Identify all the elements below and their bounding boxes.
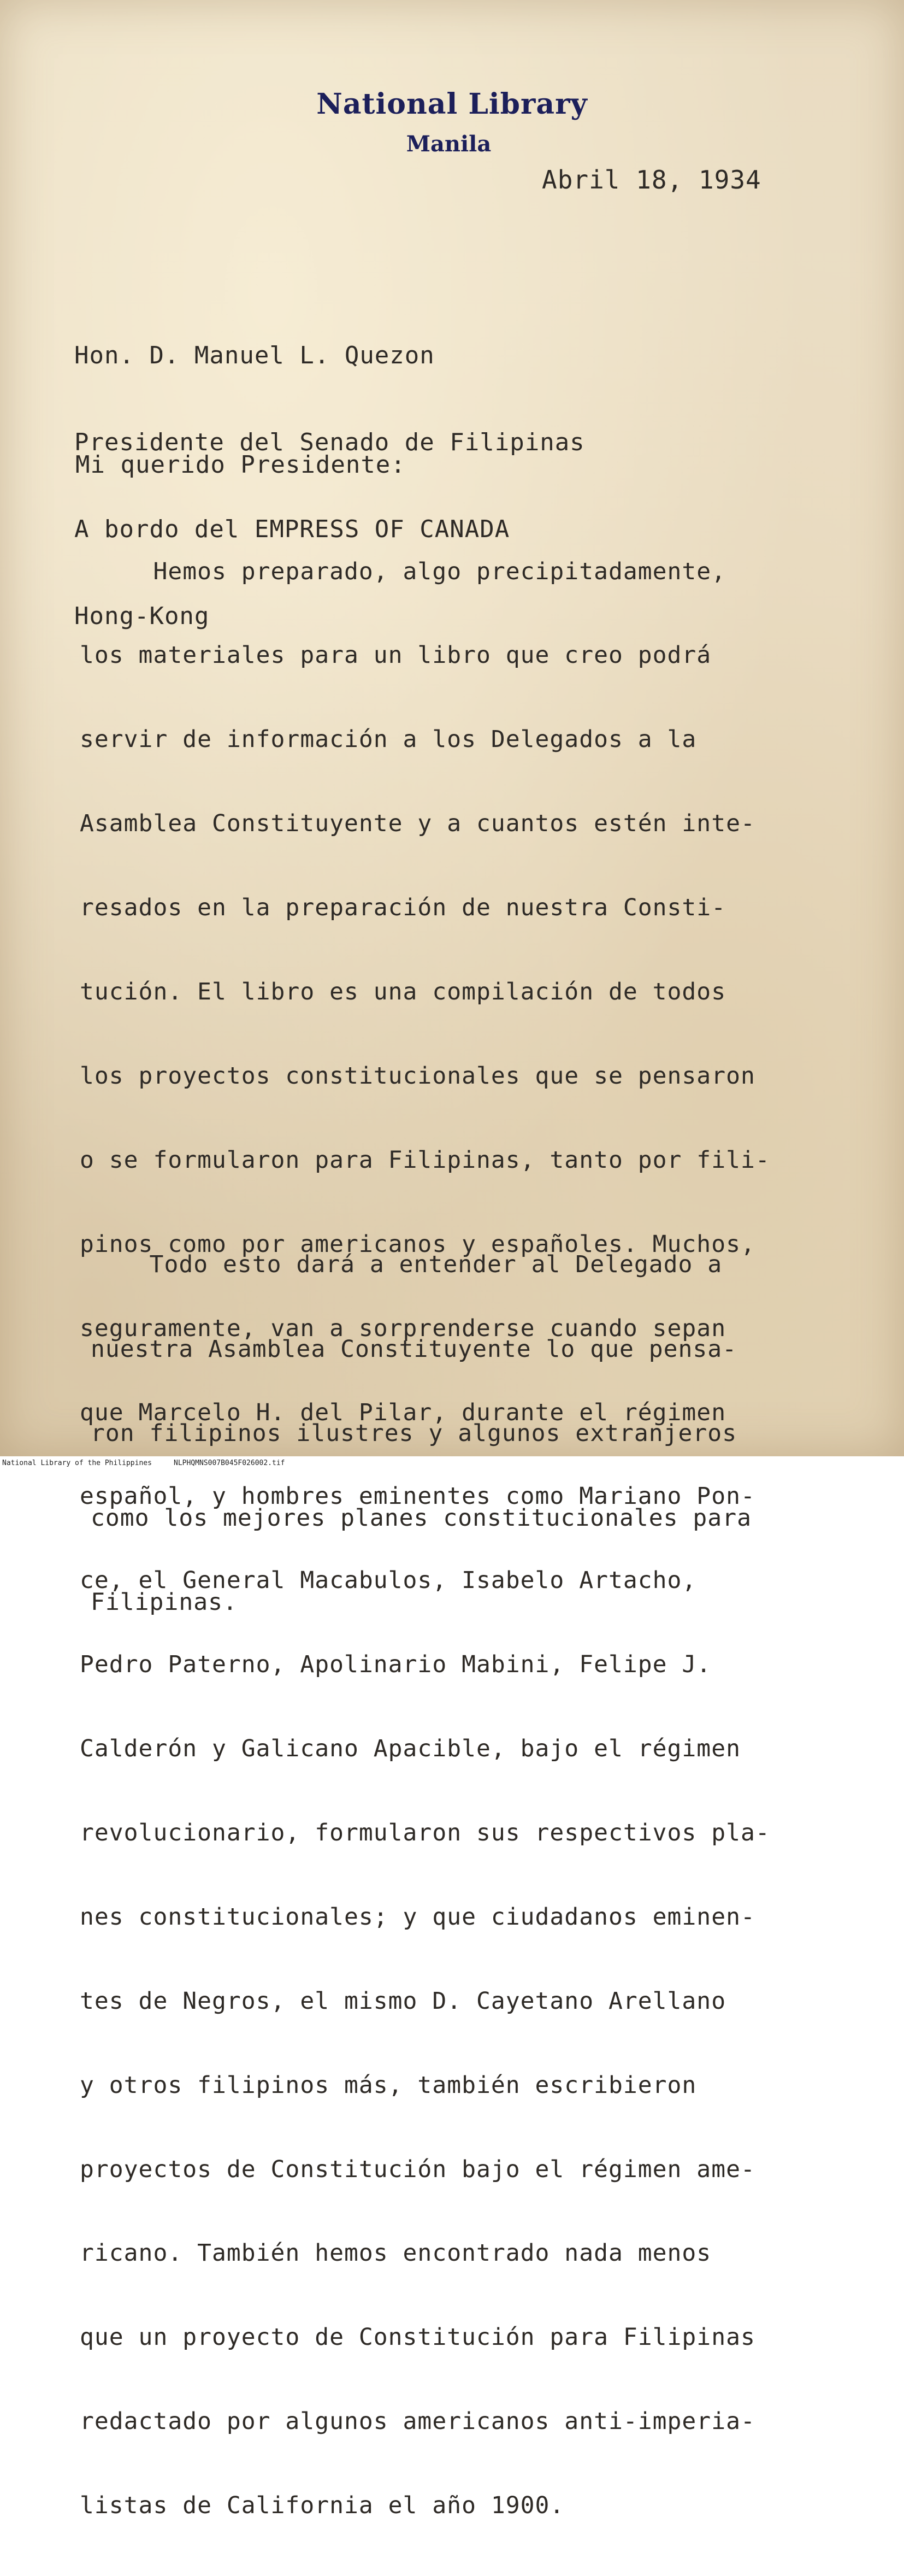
text-line: y otros filipinos más, también escribieron (80, 2071, 697, 2099)
text-line: servir de información a los Delegados a la (80, 726, 697, 754)
text-line: seguramente, van a sorprenderse cuando sepan (80, 1314, 726, 1342)
text-line: ron filipinos ilustres y algunos extranjeros (91, 1420, 737, 1447)
text-line: Filipinas. (91, 1589, 238, 1616)
text-line: ce, el General Macabulos, Isabelo Artacho, (80, 1567, 697, 1595)
letter-date: Abril 18, 1934 (542, 165, 761, 195)
address-line: Hong-Kong (74, 602, 210, 630)
footer-source: National Library of the Philippines (2, 1459, 152, 1467)
text-line: español, y hombres eminentes como Mariano Pon- (80, 1483, 755, 1510)
text-line: proyectos de Constitución bajo el régimen ame- (80, 2155, 755, 2183)
text-line: pinos como por americanos y españoles. Muchos, (80, 1230, 755, 1258)
text-line: tución. El libro es una compilación de todos (80, 978, 726, 1006)
address-line: A bordo del EMPRESS OF CANADA (74, 515, 510, 543)
text-line: que Marcelo H. del Pilar, durante el régimen (80, 1398, 726, 1426)
letterhead-city: Manila (406, 131, 492, 157)
address-line: Presidente del Senado de Filipinas (74, 428, 585, 456)
text-line: ricano. También hemos encontrado nada menos (80, 2239, 712, 2267)
text-line: Todo esto dará a entender al Delegado a (91, 1251, 723, 1278)
scan-footer (0, 1457, 904, 1469)
text-line: listas de California el año 1900. (80, 2492, 565, 2520)
text-line: tes de Negros, el mismo D. Cayetano Arellano (80, 1987, 726, 2015)
text-line: Asamblea Constituyente y a cuantos estén inte- (80, 810, 755, 838)
text-line: revolucionario, formularon sus respectivos pla- (80, 1819, 770, 1846)
text-line: resados en la preparación de nuestra Consti- (80, 894, 726, 922)
text-line: Hemos preparado, algo precipitadamente, (80, 557, 726, 585)
salutation: Mi querido Presidente: (75, 451, 406, 479)
footer-file-id: NLPHQMNS007B045F026002.tif (174, 1459, 285, 1467)
text-line: los proyectos constitucionales que se pensaron (80, 1062, 755, 1090)
text-line: redactado por algunos americanos anti-imperia- (80, 2408, 755, 2436)
text-line: o se formularon para Filipinas, tanto por fili- (80, 1146, 770, 1174)
letterhead-title: National Library (316, 87, 588, 121)
text-line: como los mejores planes constitucionales para (91, 1504, 752, 1532)
text-line: que un proyecto de Constitución para Filipinas (80, 2324, 755, 2351)
text-line: los materiales para un libro que creo podrá (80, 642, 712, 669)
text-line: Pedro Paterno, Apolinario Mabini, Felipe J. (80, 1651, 712, 1679)
text-line: nuestra Asamblea Constituyente lo que pensa- (91, 1335, 737, 1363)
text-line: Calderón y Galicano Apacible, bajo el régimen (80, 1735, 741, 1763)
text-line: nes constitucionales; y que ciudadanos eminen- (80, 1903, 755, 1931)
body-paragraph-2 (91, 1195, 752, 1673)
address-line: Hon. D. Manuel L. Quezon (74, 342, 435, 369)
